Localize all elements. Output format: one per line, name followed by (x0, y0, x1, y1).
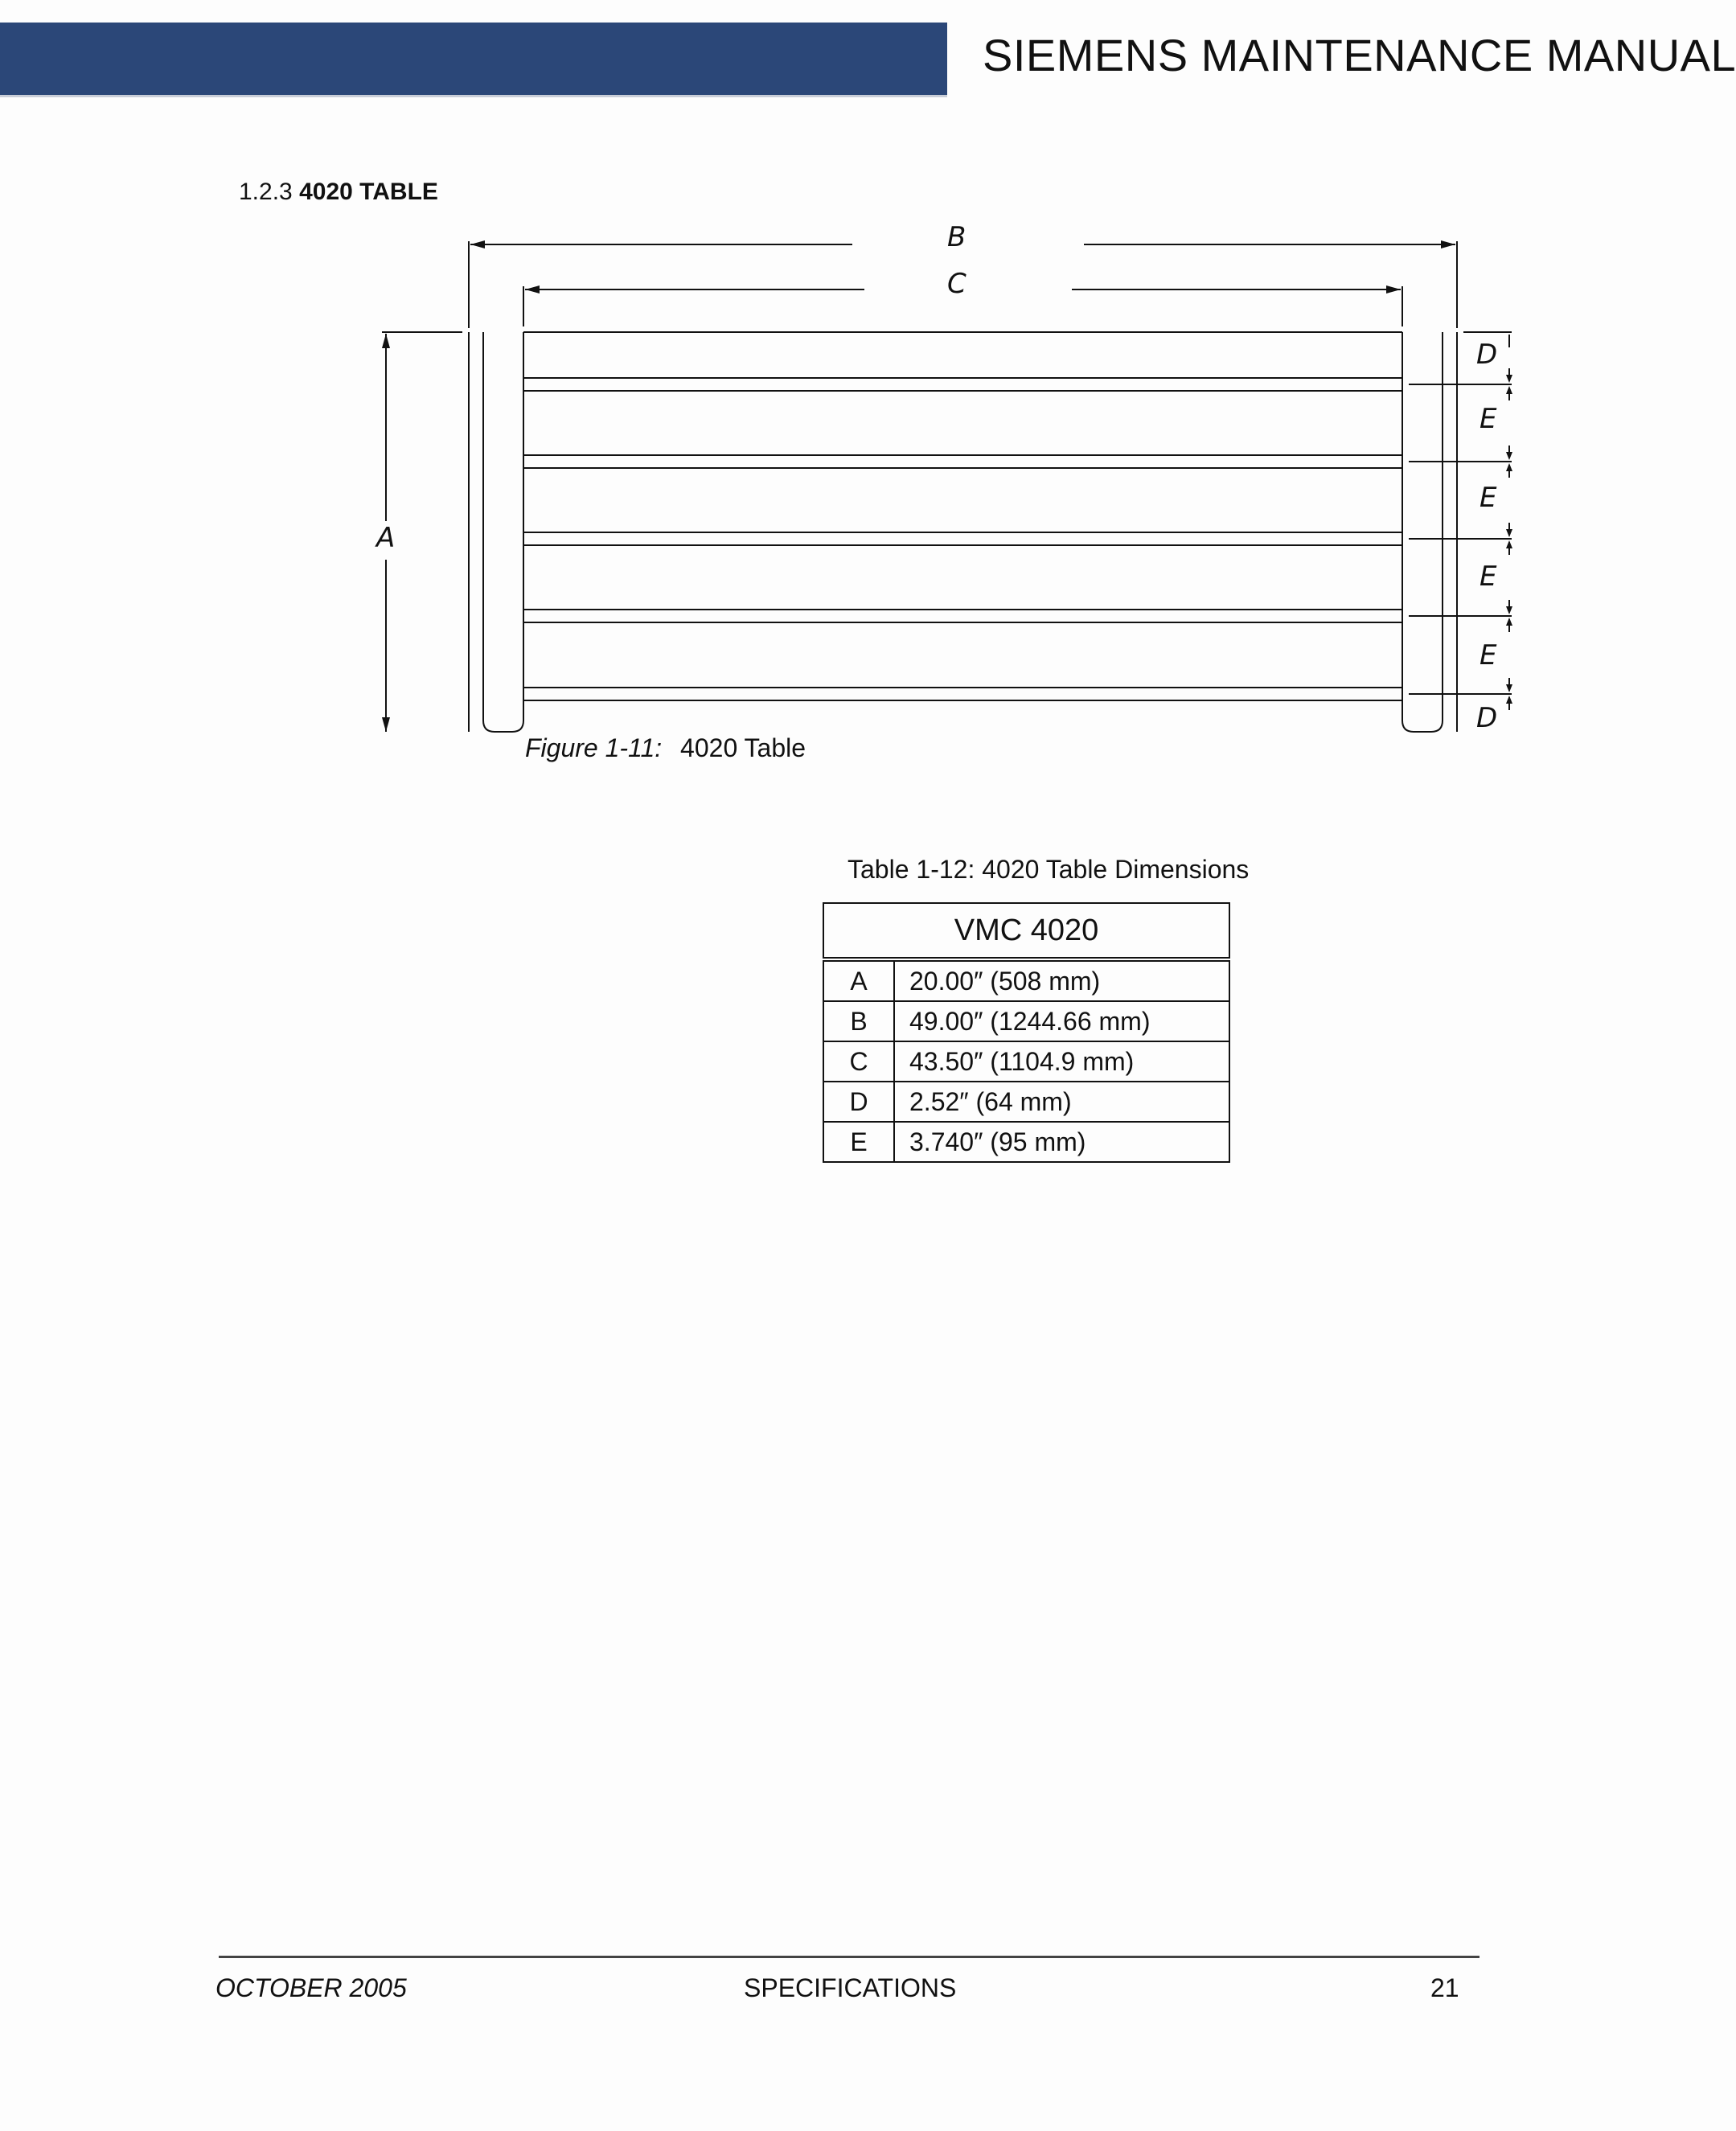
dim-label-d-top: D (1476, 339, 1498, 371)
dim-label-e3: E (1479, 560, 1497, 593)
table-row (823, 959, 1229, 1001)
header-title: SIEMENS MAINTENANCE MANUAL (983, 30, 1736, 80)
dimensions-table (823, 902, 1230, 1163)
figure-caption-label: Figure 1-11: (525, 733, 663, 762)
dim-label-a: A (376, 522, 396, 554)
footer-section: SPECIFICATIONS (744, 1973, 957, 2002)
table-row (823, 1082, 1229, 1122)
row-key: A (823, 959, 894, 1001)
table-row (823, 1122, 1229, 1162)
section-number: 1.2.3 (239, 179, 293, 205)
dim-label-e2: E (1479, 482, 1497, 514)
footer-date: OCTOBER 2005 (215, 1973, 407, 2002)
dim-label-e4: E (1479, 639, 1497, 671)
row-key: B (823, 1001, 894, 1041)
table-caption: Table 1-12: 4020 Table Dimensions (847, 855, 1250, 884)
section-title: 4020 TABLE (299, 179, 438, 205)
row-value: 2.52″ (64 mm) (894, 1082, 1229, 1122)
table-row (823, 1041, 1229, 1082)
figure-caption (525, 733, 806, 763)
footer-rule (219, 1956, 1479, 1958)
table-header: VMC 4020 (823, 903, 1229, 959)
dim-label-e1: E (1479, 403, 1497, 435)
row-value: 49.00″ (1244.66 mm) (894, 1001, 1229, 1041)
table-drawing (0, 0, 1647, 804)
row-value: 3.740″ (95 mm) (894, 1122, 1229, 1162)
figure-caption-text: 4020 Table (680, 733, 806, 762)
row-value: 20.00″ (508 mm) (894, 959, 1229, 1001)
dim-label-c: C (947, 268, 966, 300)
row-key: D (823, 1082, 894, 1122)
page-number: 21 (1430, 1973, 1459, 2002)
table-row (823, 1001, 1229, 1041)
row-key: C (823, 1041, 894, 1082)
dim-label-b: B (947, 221, 966, 253)
row-key: E (823, 1122, 894, 1162)
row-value: 43.50″ (1104.9 mm) (894, 1041, 1229, 1082)
dim-label-d-bottom: D (1476, 702, 1498, 734)
